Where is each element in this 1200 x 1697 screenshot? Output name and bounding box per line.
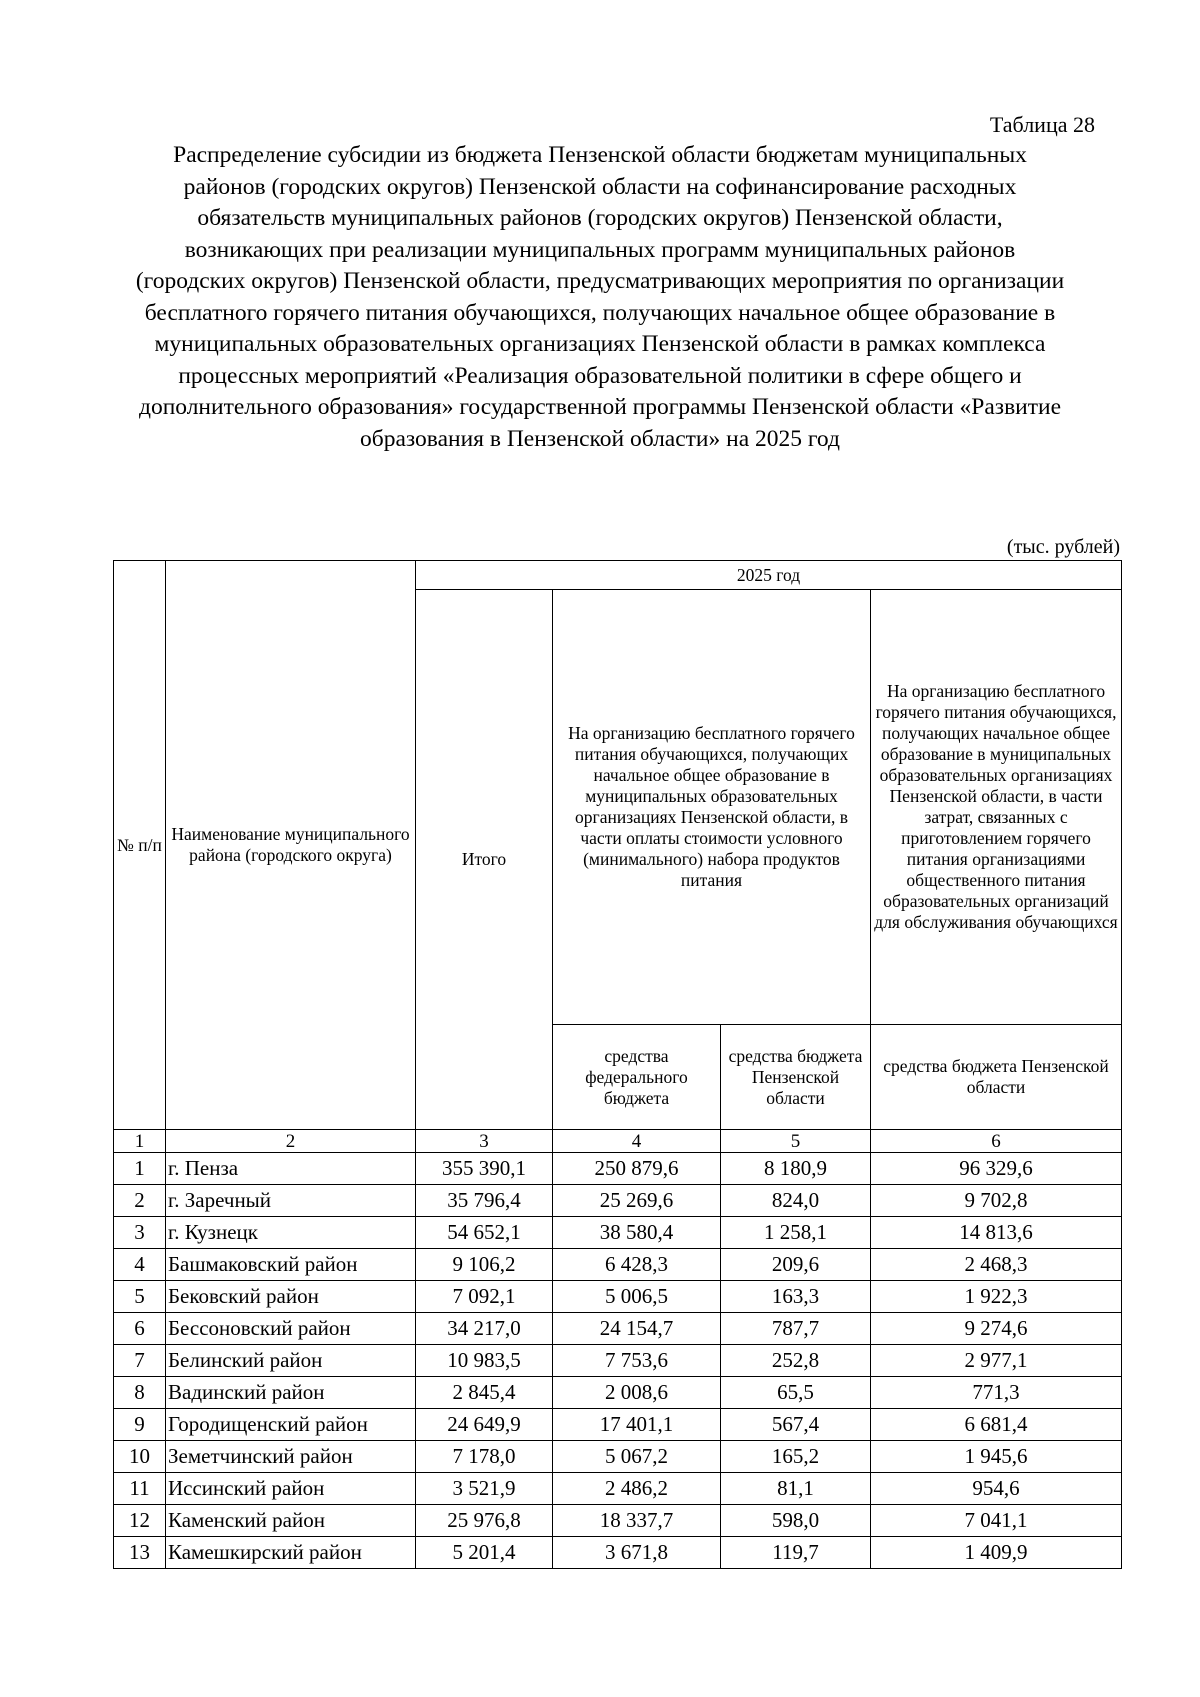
row-federal: 250 879,6: [553, 1153, 721, 1185]
row-regional: 567,4: [721, 1409, 871, 1441]
row-name: Бековский район: [166, 1281, 416, 1313]
row-regional-2: 96 329,6: [871, 1153, 1122, 1185]
row-total: 24 649,9: [416, 1409, 553, 1441]
row-total: 10 983,5: [416, 1345, 553, 1377]
column-number: 1: [114, 1130, 166, 1153]
row-regional: 8 180,9: [721, 1153, 871, 1185]
row-name: Башмаковский район: [166, 1249, 416, 1281]
row-total: 54 652,1: [416, 1217, 553, 1249]
units-label: (тыс. рублей): [1006, 536, 1120, 558]
header-name: Наименование муниципального района (городского округа): [166, 561, 416, 1130]
row-number: 9: [114, 1409, 166, 1441]
row-federal: 3 671,8: [553, 1537, 721, 1569]
table-row: [114, 1249, 1122, 1281]
table-row: [114, 1441, 1122, 1473]
row-regional: 598,0: [721, 1505, 871, 1537]
table-row: [114, 1185, 1122, 1217]
row-regional-2: 954,6: [871, 1473, 1122, 1505]
row-number: 5: [114, 1281, 166, 1313]
row-total: 5 201,4: [416, 1537, 553, 1569]
row-regional-2: 9 274,6: [871, 1313, 1122, 1345]
row-name: Бессоновский район: [166, 1313, 416, 1345]
row-total: 355 390,1: [416, 1153, 553, 1185]
row-federal: 2 008,6: [553, 1377, 721, 1409]
table-row: [114, 1537, 1122, 1569]
row-number: 13: [114, 1537, 166, 1569]
row-number: 8: [114, 1377, 166, 1409]
row-total: 9 106,2: [416, 1249, 553, 1281]
row-name: Вадинский район: [166, 1377, 416, 1409]
row-regional: 209,6: [721, 1249, 871, 1281]
row-regional-2: 1 922,3: [871, 1281, 1122, 1313]
row-regional: 81,1: [721, 1473, 871, 1505]
table-row: [114, 1505, 1122, 1537]
row-federal: 17 401,1: [553, 1409, 721, 1441]
subsidy-table: [113, 560, 1122, 1569]
column-number: 4: [553, 1130, 721, 1153]
row-regional: 787,7: [721, 1313, 871, 1345]
row-number: 12: [114, 1505, 166, 1537]
row-number: 2: [114, 1185, 166, 1217]
column-number-row: [114, 1130, 1122, 1153]
row-name: г. Кузнецк: [166, 1217, 416, 1249]
row-regional: 119,7: [721, 1537, 871, 1569]
table-row: [114, 1409, 1122, 1441]
row-regional-2: 14 813,6: [871, 1217, 1122, 1249]
row-regional: 824,0: [721, 1185, 871, 1217]
table-row: [114, 1281, 1122, 1313]
row-regional-2: 7 041,1: [871, 1505, 1122, 1537]
row-regional-2: 1 409,9: [871, 1537, 1122, 1569]
row-number: 6: [114, 1313, 166, 1345]
table-number: Таблица 28: [989, 112, 1095, 137]
row-federal: 5 067,2: [553, 1441, 721, 1473]
table-row: [114, 1217, 1122, 1249]
row-number: 4: [114, 1249, 166, 1281]
row-number: 1: [114, 1153, 166, 1185]
row-regional: 165,2: [721, 1441, 871, 1473]
row-federal: 5 006,5: [553, 1281, 721, 1313]
row-name: Земетчинский район: [166, 1441, 416, 1473]
row-total: 25 976,8: [416, 1505, 553, 1537]
column-number: 5: [721, 1130, 871, 1153]
row-federal: 25 269,6: [553, 1185, 721, 1217]
header-regional-budget-2: средства бюджета Пензенской области: [871, 1025, 1122, 1130]
row-regional-2: 6 681,4: [871, 1409, 1122, 1441]
row-regional: 1 258,1: [721, 1217, 871, 1249]
row-number: 7: [114, 1345, 166, 1377]
row-total: 34 217,0: [416, 1313, 553, 1345]
row-federal: 2 486,2: [553, 1473, 721, 1505]
table-row: [114, 1313, 1122, 1345]
row-total: 3 521,9: [416, 1473, 553, 1505]
row-federal: 38 580,4: [553, 1217, 721, 1249]
row-total: 35 796,4: [416, 1185, 553, 1217]
table-row: [114, 1345, 1122, 1377]
row-regional-2: 2 468,3: [871, 1249, 1122, 1281]
row-name: г. Пенза: [166, 1153, 416, 1185]
row-total: 7 178,0: [416, 1441, 553, 1473]
row-federal: 6 428,3: [553, 1249, 721, 1281]
header-total: Итого: [416, 590, 553, 1130]
row-name: г. Заречный: [166, 1185, 416, 1217]
row-name: Иссинский район: [166, 1473, 416, 1505]
row-name: Белинский район: [166, 1345, 416, 1377]
document-title: Распределение субсидии из бюджета Пензенской области бюджетам муниципальных районов (городских округов) Пензенской области на софинансирование расходных обязательств муниципальных районов (городских округов) Пензенской области, возникающих при реализации муниципальных программ муниципальных районов (городских округов) Пензенской области, предусматривающих мероприятия по организации бесплатного горячего питания обучающихся, получающих начальное общее образование в муниципальных образовательных организациях Пензенской области в рамках комплекса процессных мероприятий «Реализация образовательной политики в сфере общего и дополнительного образования» государственной программы Пензенской области «Развитие образования в Пензенской области» на 2025 год: [135, 142, 1065, 452]
row-regional: 163,3: [721, 1281, 871, 1313]
row-federal: 18 337,7: [553, 1505, 721, 1537]
header-number: № п/п: [114, 561, 166, 1130]
row-number: 11: [114, 1473, 166, 1505]
table-row: [114, 1473, 1122, 1505]
row-regional-2: 1 945,6: [871, 1441, 1122, 1473]
column-number: 2: [166, 1130, 416, 1153]
row-federal: 7 753,6: [553, 1345, 721, 1377]
header-regional-budget: средства бюджета Пензенской области: [721, 1025, 871, 1130]
row-regional-2: 9 702,8: [871, 1185, 1122, 1217]
row-regional-2: 2 977,1: [871, 1345, 1122, 1377]
row-federal: 24 154,7: [553, 1313, 721, 1345]
row-name: Каменский район: [166, 1505, 416, 1537]
row-total: 7 092,1: [416, 1281, 553, 1313]
row-total: 2 845,4: [416, 1377, 553, 1409]
column-number: 6: [871, 1130, 1122, 1153]
table-row: [114, 1153, 1122, 1185]
header-federal-budget: средства федерального бюджета: [553, 1025, 721, 1130]
header-group-products: На организацию бесплатного горячего питания обучающихся, получающих начальное общее образование в муниципальных образовательных организациях Пензенской области, в части оплаты стоимости условного (минимального) набора продуктов питания: [553, 590, 871, 1025]
row-name: Городищенский район: [166, 1409, 416, 1441]
row-number: 10: [114, 1441, 166, 1473]
row-regional: 252,8: [721, 1345, 871, 1377]
row-regional: 65,5: [721, 1377, 871, 1409]
column-number: 3: [416, 1130, 553, 1153]
row-regional-2: 771,3: [871, 1377, 1122, 1409]
row-name: Камешкирский район: [166, 1537, 416, 1569]
header-group-preparation: На организацию бесплатного горячего питания обучающихся, получающих начальное общее образование в муниципальных образовательных организациях Пензенской области, в части затрат, связанных с приготовлением горячего питания организациями общественного питания образовательных организаций для обслуживания обучающихся: [871, 590, 1122, 1025]
header-year: 2025 год: [416, 561, 1122, 590]
row-number: 3: [114, 1217, 166, 1249]
table-row: [114, 1377, 1122, 1409]
